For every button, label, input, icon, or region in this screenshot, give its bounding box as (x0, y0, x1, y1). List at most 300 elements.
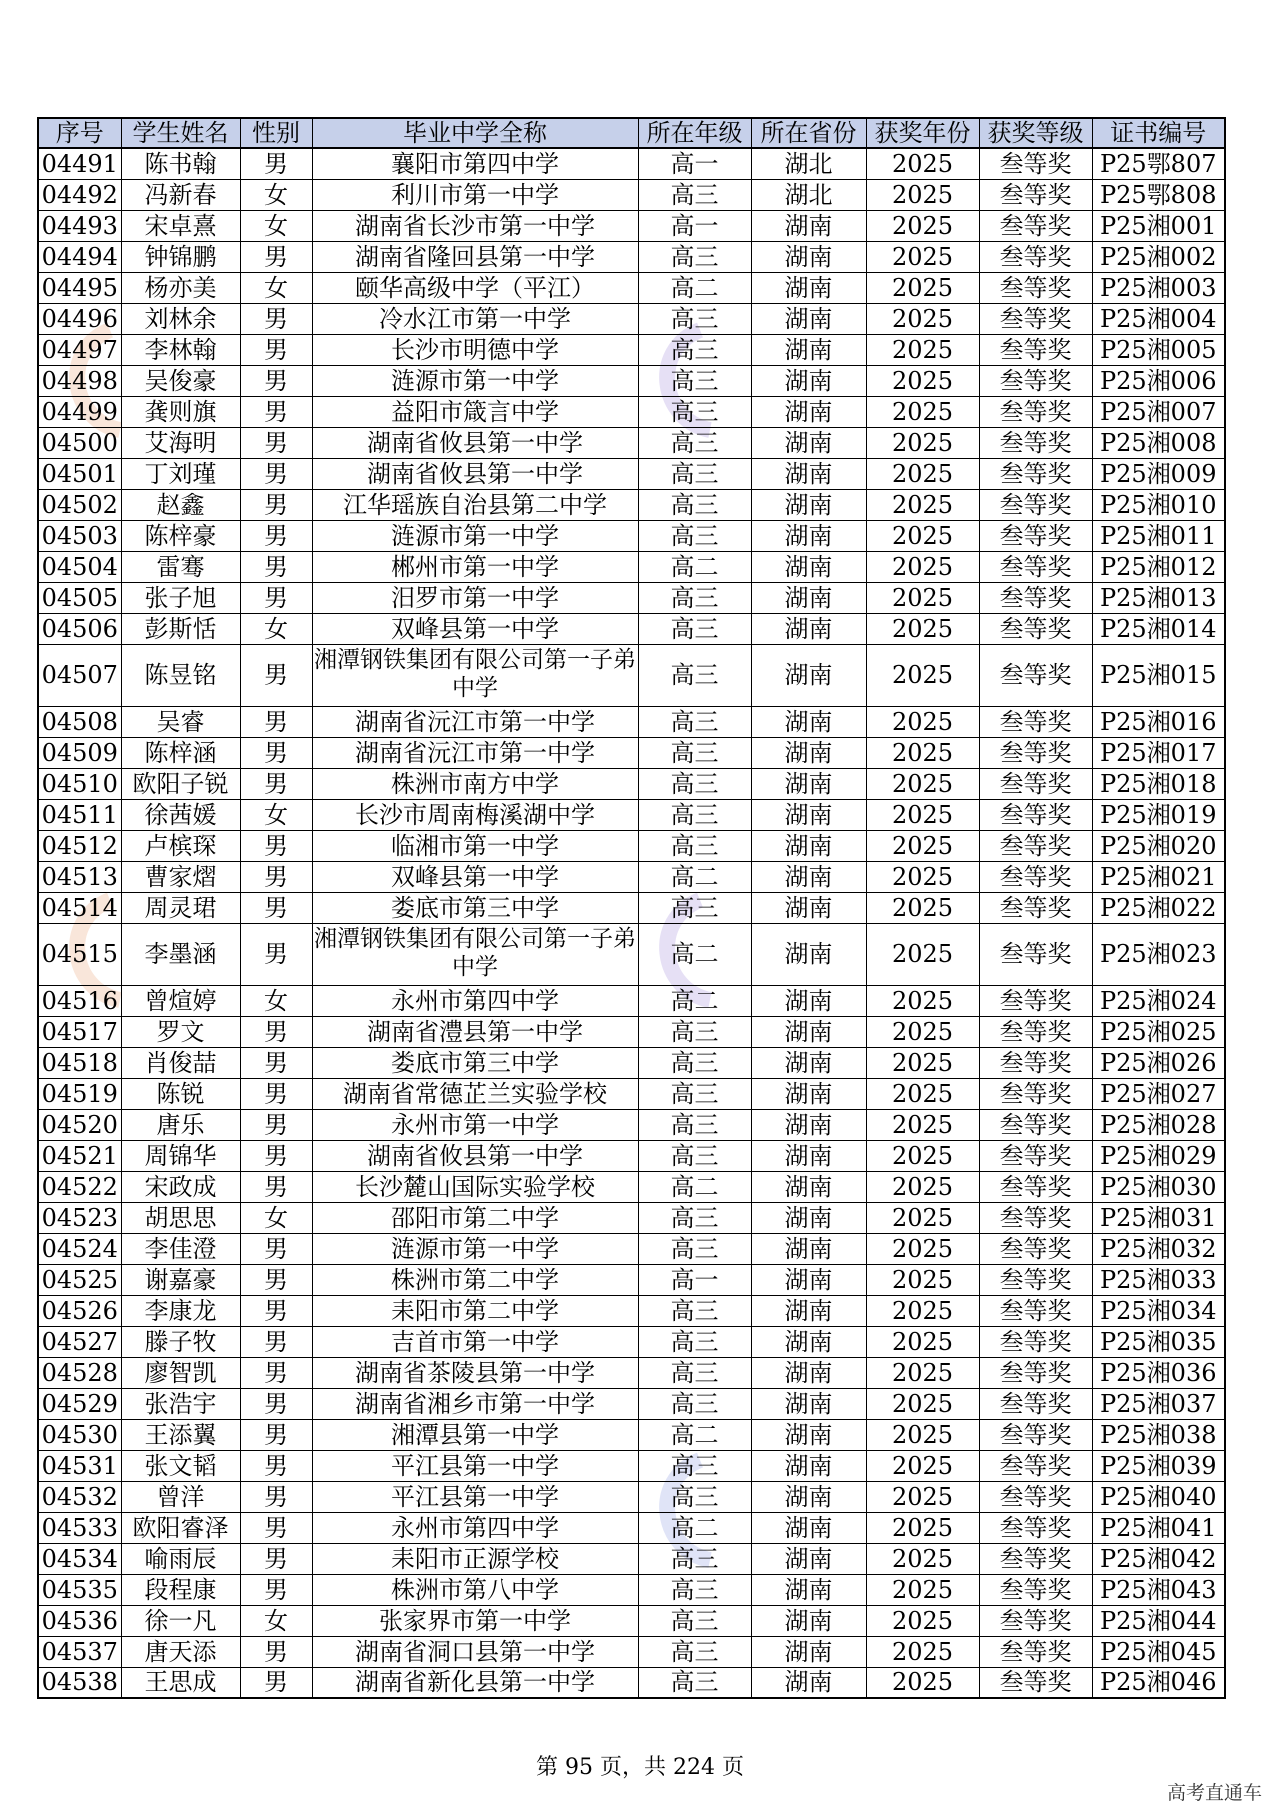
cell-province: 湖南 (751, 985, 866, 1016)
cell-index: 04522 (38, 1171, 121, 1202)
cell-name: 曾洋 (121, 1481, 240, 1512)
cell-grade: 高二 (638, 985, 751, 1016)
table-row (38, 582, 1225, 613)
cell-level: 叁等奖 (979, 706, 1092, 737)
cell-grade: 高二 (638, 1419, 751, 1450)
header-row (38, 118, 1225, 148)
award-table (37, 117, 1226, 1699)
cell-certificate: P25湘045 (1092, 1636, 1225, 1667)
cell-province: 湖南 (751, 1264, 866, 1295)
cell-name: 欧阳睿泽 (121, 1512, 240, 1543)
cell-school: 涟源市第一中学 (312, 1233, 638, 1264)
cell-level: 叁等奖 (979, 458, 1092, 489)
cell-grade: 高三 (638, 1636, 751, 1667)
cell-index: 04533 (38, 1512, 121, 1543)
cell-certificate: P25湘035 (1092, 1326, 1225, 1357)
cell-school: 平江县第一中学 (312, 1481, 638, 1512)
cell-grade: 高三 (638, 1078, 751, 1109)
cell-index: 04514 (38, 892, 121, 923)
cell-name: 雷骞 (121, 551, 240, 582)
cell-year: 2025 (866, 1450, 979, 1481)
table-row (38, 613, 1225, 644)
cell-province: 湖南 (751, 551, 866, 582)
cell-certificate: P25湘002 (1092, 241, 1225, 272)
cell-name: 宋政成 (121, 1171, 240, 1202)
table-row (38, 427, 1225, 458)
cell-province: 湖南 (751, 210, 866, 241)
cell-certificate: P25湘015 (1092, 644, 1225, 706)
table-row (38, 892, 1225, 923)
table-row (38, 551, 1225, 582)
cell-name: 喻雨辰 (121, 1543, 240, 1574)
cell-grade: 高三 (638, 1574, 751, 1605)
cell-grade: 高三 (638, 1481, 751, 1512)
cell-certificate: P25湘039 (1092, 1450, 1225, 1481)
cell-certificate: P25湘007 (1092, 396, 1225, 427)
table-row (38, 1543, 1225, 1574)
cell-index: 04506 (38, 613, 121, 644)
cell-name: 周锦华 (121, 1140, 240, 1171)
cell-level: 叁等奖 (979, 1264, 1092, 1295)
cell-year: 2025 (866, 1667, 979, 1698)
brand-label: 高考直通车 (1166, 1782, 1262, 1804)
cell-province: 湖南 (751, 1574, 866, 1605)
cell-year: 2025 (866, 1140, 979, 1171)
cell-certificate: P25湘017 (1092, 737, 1225, 768)
header-cell-name: 学生姓名 (121, 118, 240, 148)
table-row (38, 1481, 1225, 1512)
cell-gender: 男 (240, 241, 312, 272)
cell-grade: 高一 (638, 1264, 751, 1295)
table-row (38, 1605, 1225, 1636)
award-table-container (37, 117, 1226, 1699)
cell-grade: 高三 (638, 1605, 751, 1636)
cell-name: 罗文 (121, 1016, 240, 1047)
cell-school: 双峰县第一中学 (312, 613, 638, 644)
cell-grade: 高三 (638, 1233, 751, 1264)
cell-index: 04534 (38, 1543, 121, 1574)
cell-grade: 高三 (638, 582, 751, 613)
cell-certificate: P25湘009 (1092, 458, 1225, 489)
cell-school: 长沙麓山国际实验学校 (312, 1171, 638, 1202)
cell-certificate: P25湘032 (1092, 1233, 1225, 1264)
cell-gender: 男 (240, 1357, 312, 1388)
cell-province: 湖南 (751, 1388, 866, 1419)
cell-school: 永州市第四中学 (312, 985, 638, 1016)
cell-grade: 高三 (638, 179, 751, 210)
cell-name: 张浩宇 (121, 1388, 240, 1419)
cell-school: 吉首市第一中学 (312, 1326, 638, 1357)
cell-province: 湖南 (751, 644, 866, 706)
cell-year: 2025 (866, 892, 979, 923)
cell-index: 04535 (38, 1574, 121, 1605)
cell-level: 叁等奖 (979, 737, 1092, 768)
cell-index: 04528 (38, 1357, 121, 1388)
table-row (38, 830, 1225, 861)
cell-level: 叁等奖 (979, 551, 1092, 582)
cell-school: 湖南省澧县第一中学 (312, 1016, 638, 1047)
cell-name: 徐一凡 (121, 1605, 240, 1636)
cell-certificate: P25湘018 (1092, 768, 1225, 799)
table-row (38, 1419, 1225, 1450)
cell-gender: 女 (240, 210, 312, 241)
cell-province: 湖南 (751, 1295, 866, 1326)
cell-gender: 男 (240, 1667, 312, 1698)
cell-grade: 高三 (638, 1450, 751, 1481)
cell-gender: 男 (240, 1326, 312, 1357)
cell-school: 湖南省攸县第一中学 (312, 458, 638, 489)
cell-gender: 女 (240, 799, 312, 830)
cell-school: 涟源市第一中学 (312, 365, 638, 396)
cell-gender: 男 (240, 427, 312, 458)
cell-index: 04519 (38, 1078, 121, 1109)
cell-school: 耒阳市正源学校 (312, 1543, 638, 1574)
cell-province: 湖南 (751, 737, 866, 768)
cell-index: 04523 (38, 1202, 121, 1233)
cell-year: 2025 (866, 303, 979, 334)
cell-gender: 男 (240, 892, 312, 923)
header-cell-province: 所在省份 (751, 118, 866, 148)
cell-province: 湖南 (751, 334, 866, 365)
cell-index: 04531 (38, 1450, 121, 1481)
cell-province: 湖南 (751, 706, 866, 737)
cell-level: 叁等奖 (979, 1233, 1092, 1264)
cell-school: 湖南省新化县第一中学 (312, 1667, 638, 1698)
cell-grade: 高三 (638, 892, 751, 923)
cell-gender: 男 (240, 830, 312, 861)
cell-certificate: P25湘013 (1092, 582, 1225, 613)
header-cell-school: 毕业中学全称 (312, 118, 638, 148)
cell-certificate: P25湘024 (1092, 985, 1225, 1016)
cell-school: 冷水江市第一中学 (312, 303, 638, 334)
table-row (38, 148, 1225, 179)
cell-province: 湖南 (751, 396, 866, 427)
cell-name: 李墨涵 (121, 923, 240, 985)
cell-school: 株洲市南方中学 (312, 768, 638, 799)
cell-certificate: P25湘011 (1092, 520, 1225, 551)
cell-school: 湖南省沅江市第一中学 (312, 706, 638, 737)
cell-year: 2025 (866, 1481, 979, 1512)
cell-certificate: P25湘040 (1092, 1481, 1225, 1512)
cell-certificate: P25湘016 (1092, 706, 1225, 737)
cell-gender: 男 (240, 551, 312, 582)
cell-level: 叁等奖 (979, 1140, 1092, 1171)
cell-index: 04497 (38, 334, 121, 365)
cell-grade: 高三 (638, 1357, 751, 1388)
cell-level: 叁等奖 (979, 1295, 1092, 1326)
cell-level: 叁等奖 (979, 1109, 1092, 1140)
cell-grade: 高三 (638, 644, 751, 706)
cell-grade: 高三 (638, 737, 751, 768)
cell-certificate: P25湘026 (1092, 1047, 1225, 1078)
table-row (38, 334, 1225, 365)
cell-year: 2025 (866, 1202, 979, 1233)
cell-level: 叁等奖 (979, 1419, 1092, 1450)
cell-province: 湖南 (751, 582, 866, 613)
cell-level: 叁等奖 (979, 1388, 1092, 1419)
cell-year: 2025 (866, 1605, 979, 1636)
cell-level: 叁等奖 (979, 892, 1092, 923)
cell-province: 湖南 (751, 458, 866, 489)
cell-index: 04515 (38, 923, 121, 985)
cell-grade: 高三 (638, 799, 751, 830)
cell-year: 2025 (866, 520, 979, 551)
cell-certificate: P25湘021 (1092, 861, 1225, 892)
cell-index: 04495 (38, 272, 121, 303)
cell-year: 2025 (866, 799, 979, 830)
cell-school: 长沙市周南梅溪湖中学 (312, 799, 638, 830)
cell-certificate: P25湘020 (1092, 830, 1225, 861)
cell-name: 陈书翰 (121, 148, 240, 179)
cell-level: 叁等奖 (979, 272, 1092, 303)
table-row (38, 1357, 1225, 1388)
cell-level: 叁等奖 (979, 1202, 1092, 1233)
cell-province: 湖南 (751, 1233, 866, 1264)
cell-school: 耒阳市第二中学 (312, 1295, 638, 1326)
cell-school: 湖南省茶陵县第一中学 (312, 1357, 638, 1388)
cell-name: 钟锦鹏 (121, 241, 240, 272)
cell-certificate: P25湘023 (1092, 923, 1225, 985)
header-cell-year: 获奖年份 (866, 118, 979, 148)
cell-level: 叁等奖 (979, 334, 1092, 365)
cell-province: 湖南 (751, 1326, 866, 1357)
cell-grade: 高三 (638, 520, 751, 551)
cell-year: 2025 (866, 1264, 979, 1295)
cell-name: 滕子牧 (121, 1326, 240, 1357)
cell-level: 叁等奖 (979, 1450, 1092, 1481)
cell-gender: 男 (240, 520, 312, 551)
cell-gender: 男 (240, 489, 312, 520)
table-row (38, 1574, 1225, 1605)
cell-certificate: P25湘041 (1092, 1512, 1225, 1543)
cell-school: 湖南省常德芷兰实验学校 (312, 1078, 638, 1109)
page-number: 第 95 页，共 224 页 (536, 1755, 744, 1780)
cell-name: 周灵珺 (121, 892, 240, 923)
cell-school: 娄底市第三中学 (312, 892, 638, 923)
cell-gender: 男 (240, 1140, 312, 1171)
cell-province: 湖南 (751, 1543, 866, 1574)
cell-grade: 高三 (638, 706, 751, 737)
cell-grade: 高二 (638, 1171, 751, 1202)
cell-level: 叁等奖 (979, 582, 1092, 613)
cell-gender: 男 (240, 1171, 312, 1202)
cell-index: 04512 (38, 830, 121, 861)
cell-province: 湖南 (751, 1419, 866, 1450)
cell-index: 04530 (38, 1419, 121, 1450)
cell-name: 李佳澄 (121, 1233, 240, 1264)
cell-province: 湖南 (751, 1357, 866, 1388)
cell-year: 2025 (866, 1233, 979, 1264)
cell-level: 叁等奖 (979, 1357, 1092, 1388)
cell-year: 2025 (866, 458, 979, 489)
cell-year: 2025 (866, 737, 979, 768)
cell-gender: 女 (240, 179, 312, 210)
cell-certificate: P25湘028 (1092, 1109, 1225, 1140)
cell-year: 2025 (866, 1109, 979, 1140)
cell-gender: 男 (240, 1481, 312, 1512)
cell-certificate: P25湘034 (1092, 1295, 1225, 1326)
cell-name: 谢嘉豪 (121, 1264, 240, 1295)
cell-year: 2025 (866, 706, 979, 737)
cell-gender: 男 (240, 365, 312, 396)
cell-name: 陈梓豪 (121, 520, 240, 551)
cell-school: 利川市第一中学 (312, 179, 638, 210)
cell-gender: 男 (240, 582, 312, 613)
cell-name: 曹家熠 (121, 861, 240, 892)
cell-index: 04502 (38, 489, 121, 520)
cell-gender: 男 (240, 1295, 312, 1326)
cell-gender: 男 (240, 644, 312, 706)
cell-year: 2025 (866, 1171, 979, 1202)
cell-school: 永州市第一中学 (312, 1109, 638, 1140)
cell-index: 04537 (38, 1636, 121, 1667)
cell-name: 王思成 (121, 1667, 240, 1698)
cell-level: 叁等奖 (979, 210, 1092, 241)
table-row (38, 1202, 1225, 1233)
cell-index: 04507 (38, 644, 121, 706)
cell-school: 双峰县第一中学 (312, 861, 638, 892)
cell-grade: 高三 (638, 489, 751, 520)
cell-grade: 高二 (638, 923, 751, 985)
cell-certificate: P25湘004 (1092, 303, 1225, 334)
table-row (38, 799, 1225, 830)
table-row (38, 1016, 1225, 1047)
cell-certificate: P25湘037 (1092, 1388, 1225, 1419)
cell-province: 湖南 (751, 241, 866, 272)
cell-grade: 高三 (638, 1047, 751, 1078)
cell-index: 04510 (38, 768, 121, 799)
cell-level: 叁等奖 (979, 520, 1092, 551)
cell-school: 湖南省洞口县第一中学 (312, 1636, 638, 1667)
cell-gender: 男 (240, 458, 312, 489)
cell-index: 04498 (38, 365, 121, 396)
cell-province: 湖南 (751, 892, 866, 923)
cell-index: 04503 (38, 520, 121, 551)
cell-gender: 男 (240, 923, 312, 985)
table-row (38, 1140, 1225, 1171)
cell-year: 2025 (866, 334, 979, 365)
cell-gender: 男 (240, 1016, 312, 1047)
cell-certificate: P25湘038 (1092, 1419, 1225, 1450)
cell-province: 湖南 (751, 272, 866, 303)
cell-school: 湖南省长沙市第一中学 (312, 210, 638, 241)
cell-certificate: P25湘003 (1092, 272, 1225, 303)
cell-gender: 男 (240, 1450, 312, 1481)
cell-province: 湖南 (751, 365, 866, 396)
cell-level: 叁等奖 (979, 799, 1092, 830)
table-row (38, 1295, 1225, 1326)
cell-name: 宋卓熹 (121, 210, 240, 241)
cell-year: 2025 (866, 1078, 979, 1109)
cell-name: 段程康 (121, 1574, 240, 1605)
cell-certificate: P25湘043 (1092, 1574, 1225, 1605)
cell-index: 04509 (38, 737, 121, 768)
cell-school: 郴州市第一中学 (312, 551, 638, 582)
cell-gender: 男 (240, 148, 312, 179)
cell-grade: 高三 (638, 1388, 751, 1419)
cell-certificate: P25湘046 (1092, 1667, 1225, 1698)
cell-index: 04538 (38, 1667, 121, 1698)
table-row (38, 1047, 1225, 1078)
cell-grade: 高三 (638, 1016, 751, 1047)
cell-gender: 女 (240, 1202, 312, 1233)
cell-province: 湖南 (751, 1202, 866, 1233)
cell-province: 湖南 (751, 1512, 866, 1543)
cell-name: 唐天添 (121, 1636, 240, 1667)
cell-province: 湖南 (751, 1450, 866, 1481)
cell-index: 04520 (38, 1109, 121, 1140)
table-row (38, 489, 1225, 520)
cell-name: 吴睿 (121, 706, 240, 737)
cell-index: 04493 (38, 210, 121, 241)
cell-name: 赵鑫 (121, 489, 240, 520)
cell-province: 湖南 (751, 1047, 866, 1078)
cell-province: 湖北 (751, 179, 866, 210)
cell-gender: 男 (240, 1574, 312, 1605)
cell-level: 叁等奖 (979, 1016, 1092, 1047)
cell-level: 叁等奖 (979, 830, 1092, 861)
cell-school: 长沙市明德中学 (312, 334, 638, 365)
cell-level: 叁等奖 (979, 1481, 1092, 1512)
cell-province: 湖南 (751, 520, 866, 551)
cell-name: 张文韬 (121, 1450, 240, 1481)
cell-certificate: P25湘014 (1092, 613, 1225, 644)
cell-province: 湖南 (751, 1109, 866, 1140)
cell-index: 04532 (38, 1481, 121, 1512)
cell-level: 叁等奖 (979, 923, 1092, 985)
cell-name: 李康龙 (121, 1295, 240, 1326)
table-row (38, 179, 1225, 210)
cell-name: 陈昱铭 (121, 644, 240, 706)
cell-school: 张家界市第一中学 (312, 1605, 638, 1636)
cell-grade: 高三 (638, 396, 751, 427)
cell-certificate: P25湘033 (1092, 1264, 1225, 1295)
cell-grade: 高二 (638, 272, 751, 303)
cell-gender: 男 (240, 737, 312, 768)
cell-province: 湖南 (751, 799, 866, 830)
cell-level: 叁等奖 (979, 241, 1092, 272)
cell-gender: 男 (240, 1233, 312, 1264)
cell-year: 2025 (866, 179, 979, 210)
cell-certificate: P25湘042 (1092, 1543, 1225, 1574)
cell-index: 04492 (38, 179, 121, 210)
table-row (38, 1233, 1225, 1264)
cell-year: 2025 (866, 365, 979, 396)
cell-level: 叁等奖 (979, 1512, 1092, 1543)
cell-certificate: P25湘012 (1092, 551, 1225, 582)
cell-level: 叁等奖 (979, 1605, 1092, 1636)
cell-school: 湖南省湘乡市第一中学 (312, 1388, 638, 1419)
cell-year: 2025 (866, 861, 979, 892)
cell-index: 04501 (38, 458, 121, 489)
cell-gender: 女 (240, 985, 312, 1016)
cell-certificate: P25鄂807 (1092, 148, 1225, 179)
cell-gender: 女 (240, 613, 312, 644)
table-row (38, 1326, 1225, 1357)
cell-index: 04517 (38, 1016, 121, 1047)
table-row (38, 396, 1225, 427)
cell-grade: 高三 (638, 1140, 751, 1171)
cell-year: 2025 (866, 427, 979, 458)
cell-gender: 男 (240, 1543, 312, 1574)
cell-certificate: P25湘019 (1092, 799, 1225, 830)
cell-index: 04511 (38, 799, 121, 830)
table-row (38, 241, 1225, 272)
cell-grade: 高三 (638, 1202, 751, 1233)
cell-year: 2025 (866, 1388, 979, 1419)
cell-name: 唐乐 (121, 1109, 240, 1140)
cell-gender: 男 (240, 396, 312, 427)
